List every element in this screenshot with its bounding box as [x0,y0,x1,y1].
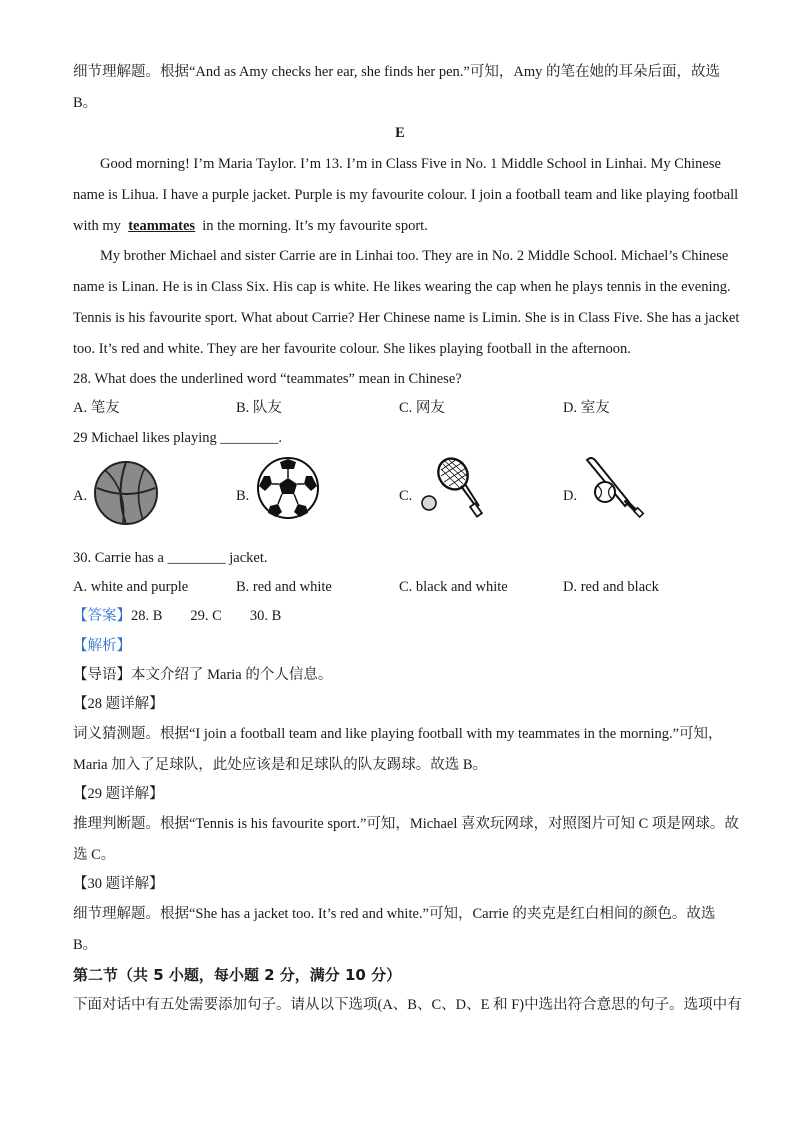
answer-28: 28. B [131,608,163,624]
analysis-28-line-1: 词义猜测题。根据“I join a football team and like playing football with my teammates in the morning.”可知， [73,726,723,742]
q29-option-b[interactable] [236,460,386,530]
q29-option-a-label: A. [73,488,88,504]
analysis-intro: 【导语】本文介绍了 Maria 的个人信息。 [73,667,333,683]
analysis-29-line-2: 选 C。 [73,847,116,863]
q28-option-a[interactable]: A. 笔友 [73,400,120,416]
analysis-label: 【解析】 [73,638,131,654]
passage-p2-line-2: name is Linan. He is in Class Six. His cap is white. He likes wearing the cap when he plays tennis in the evening. [73,279,731,295]
analysis-29-heading: 【29 题详解】 [73,786,164,802]
answer-line [73,606,281,626]
q29-option-a[interactable] [73,460,223,530]
passage-p1-line-1: Good morning! I’m Maria Taylor. I’m 13. I’m in Class Five in No. 1 Middle School in Linhai. My Chinese [100,156,721,172]
q30-option-b[interactable]: B. red and white [236,579,332,595]
passage-p2-line-1: My brother Michael and sister Carrie are in Linhai too. They are in No. 2 Middle School. Michael’s Chinese [100,248,729,264]
analysis-30-line-2: B。 [73,937,98,953]
analysis-29-line-1: 推理判断题。根据“Tennis is his favourite sport.”可知，Michael 喜欢玩网球，对照图片可知 C 项是网球。故 [73,816,739,832]
prev-answer-line-1: 细节理解题。根据“And as Amy checks her ear, she finds her pen.”可知，Amy 的笔在她的耳朵后面，故选 [73,64,720,80]
q30-option-a[interactable]: A. white and purple [73,579,189,595]
passage-p1-line-3-pre: with my [73,218,121,234]
passage-p2-line-4: too. It’s red and white. They are her favourite colour. She likes playing football in the afternoon. [73,341,631,357]
answer-30: 30. B [249,608,282,624]
answer-label: 【答案】 [73,608,131,624]
q28-option-c[interactable]: C. 网友 [399,400,445,416]
analysis-30-line-1: 细节理解题。根据“She has a jacket too. It’s red and white.”可知，Carrie 的夹克是红白相间的颜色。故选 [73,906,716,922]
prev-answer-line-2: B。 [73,95,98,111]
passage-p2-line-3: Tennis is his favourite sport. What about Carrie? Her Chinese name is Limin. She is in Class Five. She has a jacket [73,310,740,326]
analysis-28-line-2: Maria 加入了足球队，此处应该是和足球队的队友踢球。故选 B。 [73,757,488,773]
tennis-racket-icon [417,456,487,520]
q28-option-d[interactable]: D. 室友 [563,400,610,416]
baseball-bat-icon [581,454,647,520]
q30-option-c[interactable]: C. black and white [399,579,508,595]
passage-p1-line-3-post: in the morning. It’s my favourite sport. [202,218,428,234]
passage-p1-line-3 [73,216,428,236]
analysis-30-heading: 【30 题详解】 [73,876,164,892]
basketball-icon [93,460,159,526]
answer-29: 29. C [190,608,222,624]
section-2-intro: 下面对话中有五处需要添加句子。请从以下选项(A、B、C、D、E 和 F)中选出符合意思的句子。选项中有 [73,997,742,1013]
passage-p1-line-2: name is Lihua. I have a purple jacket. Purple is my favourite colour. I join a football team and like playing football [73,187,739,203]
analysis-28-heading: 【28 题详解】 [73,696,164,712]
section-2-title: 第二节（共 5 小题，每小题 2 分，满分 10 分） [73,966,402,984]
football-icon [256,456,320,520]
q29-option-c-label: C. [399,488,413,504]
question-30-stem: 30. Carrie has a ________ jacket. [73,550,268,566]
q30-option-d[interactable]: D. red and black [563,579,659,595]
underlined-word-teammates: teammates [128,218,196,234]
q29-option-b-label: B. [236,488,250,504]
passage-title: E [395,125,405,141]
question-29-stem: 29 Michael likes playing ________. [73,430,283,446]
q29-option-d[interactable] [563,460,713,530]
q28-option-b[interactable]: B. 队友 [236,400,282,416]
q29-option-c[interactable] [399,460,549,530]
question-28-stem: 28. What does the underlined word “teammates” mean in Chinese? [73,371,462,387]
q29-option-d-label: D. [563,488,578,504]
